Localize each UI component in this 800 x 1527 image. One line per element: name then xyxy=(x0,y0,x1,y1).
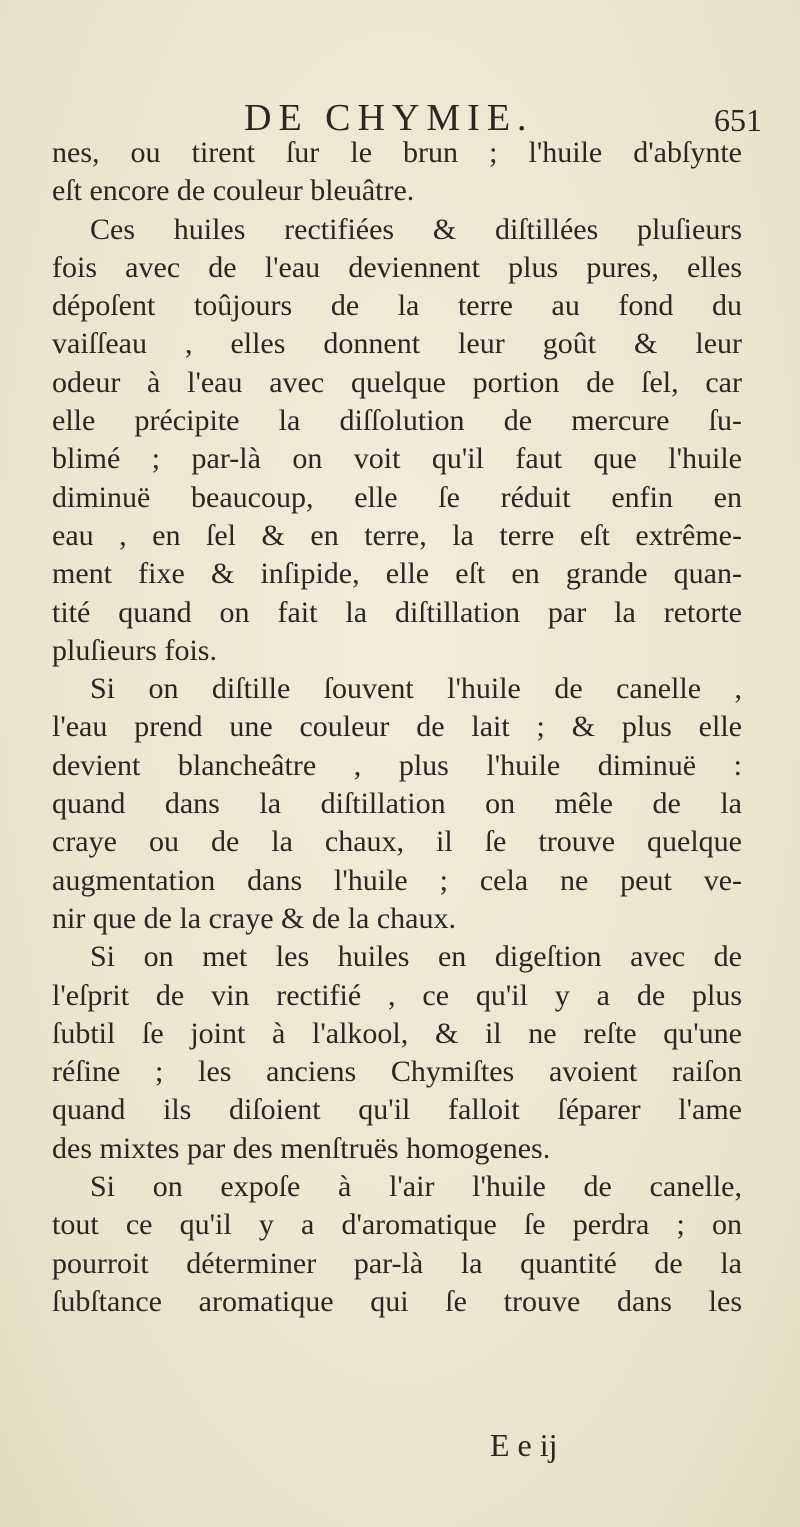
text-line: augmentation dans l'huile ; cela ne peut ve- xyxy=(52,863,742,897)
text-line: l'eſprit de vin rectifié , ce qu'il y a de plus xyxy=(52,978,742,1012)
text-line: pourroit déterminer par-là la quantité de la xyxy=(52,1246,742,1280)
text-line: ſubtil ſe joint à l'alkool, & il ne reſte qu'une xyxy=(52,1016,742,1050)
text-line: elle précipite la diſſolution de mercure ſu- xyxy=(52,404,742,438)
text-line: craye ou de la chaux, il ſe trouve quelque xyxy=(52,825,742,859)
text-line: pluſieurs fois. xyxy=(52,633,217,667)
page-number: 651 xyxy=(714,102,762,138)
text-line: devient blancheâtre , plus l'huile diminuë : xyxy=(52,748,742,782)
body-text xyxy=(52,134,742,1321)
text-line: eſt encore de couleur bleuâtre. xyxy=(52,174,415,208)
text-line: fois avec de l'eau deviennent plus pures, elles xyxy=(52,250,742,284)
text-line: ment fixe & inſipide, elle eſt en grande quan- xyxy=(52,557,742,591)
text-line: quand dans la diſtillation on mêle de la xyxy=(52,787,742,821)
text-line: dépoſent toûjours de la terre au fond du xyxy=(52,289,742,323)
text-line: blimé ; par-là on voit qu'il faut que l'huile xyxy=(52,442,742,476)
text-line: nir que de la craye & de la chaux. xyxy=(52,901,456,935)
text-line: odeur à l'eau avec quelque portion de ſel, car xyxy=(52,365,742,399)
text-line: l'eau prend une couleur de lait ; & plus elle xyxy=(52,710,742,744)
text-line: eau , en ſel & en terre, la terre eſt extrême- xyxy=(52,518,742,552)
text-line: des mixtes par des menſtruës homogenes. xyxy=(52,1131,551,1165)
text-line: tité quand on fait la diſtillation par la retorte xyxy=(52,595,742,629)
text-line: quand ils diſoient qu'il falloit ſéparer l'ame xyxy=(52,1093,742,1127)
signature-mark: E e ij xyxy=(490,1427,558,1463)
text-line: ſubſtance aromatique qui ſe trouve dans les xyxy=(52,1284,742,1318)
text-line: Ces huiles rectifiées & diſtillées pluſieurs xyxy=(90,212,742,246)
text-line: Si on diſtille ſouvent l'huile de canelle , xyxy=(90,672,742,706)
text-line: Si on expoſe à l'air l'huile de canelle, xyxy=(90,1170,742,1204)
text-line: diminuë beaucoup, elle ſe réduit enfin en xyxy=(52,480,742,514)
text-line: Si on met les huiles en digeſtion avec de xyxy=(90,940,742,974)
running-title: DE CHYMIE. xyxy=(244,97,534,139)
text-line: réſine ; les anciens Chymiſtes avoient raiſon xyxy=(52,1055,742,1089)
text-line: vaiſſeau , elles donnent leur goût & leur xyxy=(52,327,742,361)
text-line: nes, ou tirent ſur le brun ; l'huile d'abſynte xyxy=(52,136,742,169)
text-line: tout ce qu'il y a d'aromatique ſe perdra ; on xyxy=(52,1208,742,1242)
